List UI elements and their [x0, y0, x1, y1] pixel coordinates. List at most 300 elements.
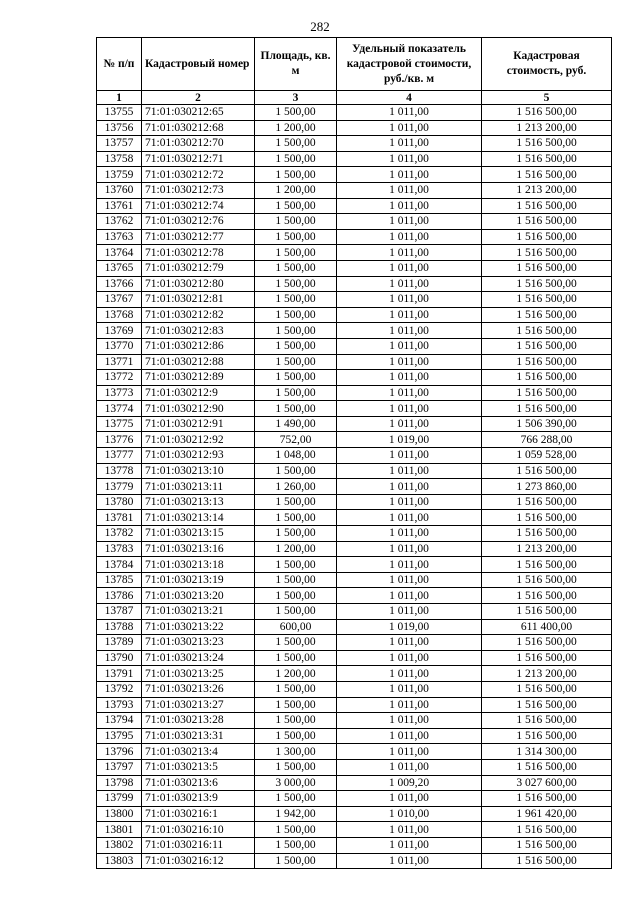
header-cadastral-number: Кадастровый номер — [142, 38, 255, 91]
table-row — [97, 245, 612, 261]
table-row — [97, 588, 612, 604]
row-number-cell: 13788 — [97, 619, 142, 635]
table-row — [97, 354, 612, 370]
unit-value-cell: 1 019,00 — [337, 619, 482, 635]
row-number-cell: 13802 — [97, 837, 142, 853]
row-number-cell: 13766 — [97, 276, 142, 292]
row-number-cell: 13770 — [97, 338, 142, 354]
unit-value-cell: 1 011,00 — [337, 822, 482, 838]
unit-value-cell: 1 011,00 — [337, 385, 482, 401]
area-value-cell: 1 500,00 — [255, 276, 337, 292]
cadastral-number-cell: 71:01:030213:10 — [142, 463, 255, 479]
row-number-cell: 13758 — [97, 151, 142, 167]
table-row — [97, 416, 612, 432]
cadastral-value-cell: 1 516 500,00 — [482, 214, 612, 230]
cadastral-number-cell: 71:01:030212:80 — [142, 276, 255, 292]
row-number-cell: 13793 — [97, 697, 142, 713]
cadastral-value-cell: 1 516 500,00 — [482, 681, 612, 697]
cadastral-number-cell: 71:01:030213:6 — [142, 775, 255, 791]
cadastral-value-cell: 1 213 200,00 — [482, 182, 612, 198]
unit-value-cell: 1 011,00 — [337, 510, 482, 526]
cadastral-value-cell: 1 516 500,00 — [482, 167, 612, 183]
table-row — [97, 541, 612, 557]
cadastral-value-cell: 1 516 500,00 — [482, 307, 612, 323]
table-row — [97, 448, 612, 464]
table-row — [97, 759, 612, 775]
cadastral-number-cell: 71:01:030212:70 — [142, 136, 255, 152]
row-number-cell: 13764 — [97, 245, 142, 261]
cadastral-value-cell: 1 516 500,00 — [482, 370, 612, 386]
cadastral-value-cell: 1 516 500,00 — [482, 354, 612, 370]
cadastral-number-cell: 71:01:030212:93 — [142, 448, 255, 464]
cadastral-number-cell: 71:01:030213:28 — [142, 713, 255, 729]
column-numbers-row — [97, 91, 612, 105]
area-value-cell: 1 500,00 — [255, 713, 337, 729]
column-number-1: 1 — [97, 91, 142, 105]
table-row — [97, 697, 612, 713]
cadastral-number-cell: 71:01:030213:19 — [142, 572, 255, 588]
unit-value-cell: 1 011,00 — [337, 837, 482, 853]
cadastral-value-cell: 1 516 500,00 — [482, 323, 612, 339]
cadastral-value-cell: 1 516 500,00 — [482, 588, 612, 604]
area-value-cell: 1 500,00 — [255, 526, 337, 542]
area-value-cell: 1 500,00 — [255, 198, 337, 214]
table-row — [97, 791, 612, 807]
area-value-cell: 1 500,00 — [255, 151, 337, 167]
cadastral-number-cell: 71:01:030213:9 — [142, 791, 255, 807]
area-value-cell: 1 500,00 — [255, 604, 337, 620]
unit-value-cell: 1 009,20 — [337, 775, 482, 791]
cadastral-number-cell: 71:01:030213:13 — [142, 494, 255, 510]
cadastral-value-cell: 1 516 500,00 — [482, 260, 612, 276]
unit-value-cell: 1 011,00 — [337, 666, 482, 682]
area-value-cell: 1 500,00 — [255, 354, 337, 370]
area-value-cell: 1 500,00 — [255, 385, 337, 401]
row-number-cell: 13800 — [97, 806, 142, 822]
row-number-cell: 13796 — [97, 744, 142, 760]
area-value-cell: 1 500,00 — [255, 105, 337, 121]
cadastral-number-cell: 71:01:030216:10 — [142, 822, 255, 838]
cadastral-number-cell: 71:01:030212:88 — [142, 354, 255, 370]
cadastral-value-cell: 1 516 500,00 — [482, 697, 612, 713]
area-value-cell: 1 260,00 — [255, 479, 337, 495]
unit-value-cell: 1 011,00 — [337, 214, 482, 230]
table-row — [97, 370, 612, 386]
unit-value-cell: 1 011,00 — [337, 198, 482, 214]
row-number-cell: 13781 — [97, 510, 142, 526]
cadastral-number-cell: 71:01:030216:11 — [142, 837, 255, 853]
unit-value-cell: 1 011,00 — [337, 526, 482, 542]
cadastral-value-cell: 1 516 500,00 — [482, 635, 612, 651]
column-number-5: 5 — [482, 91, 612, 105]
table-row — [97, 136, 612, 152]
area-value-cell: 1 500,00 — [255, 650, 337, 666]
cadastral-number-cell: 71:01:030212:86 — [142, 338, 255, 354]
cadastral-value-cell: 1 516 500,00 — [482, 198, 612, 214]
cadastral-number-cell: 71:01:030212:82 — [142, 307, 255, 323]
header-cadastral-value: Кадастровая стоимость, руб. — [482, 38, 612, 91]
unit-value-cell: 1 011,00 — [337, 728, 482, 744]
cadastral-value-cell: 611 400,00 — [482, 619, 612, 635]
cadastral-number-cell: 71:01:030212:79 — [142, 260, 255, 276]
area-value-cell: 1 500,00 — [255, 697, 337, 713]
table-row — [97, 635, 612, 651]
row-number-cell: 13780 — [97, 494, 142, 510]
cadastral-value-cell: 1 516 500,00 — [482, 728, 612, 744]
cadastral-value-cell: 3 027 600,00 — [482, 775, 612, 791]
unit-value-cell: 1 011,00 — [337, 588, 482, 604]
column-number-3: 3 — [255, 91, 337, 105]
cadastral-value-cell: 1 516 500,00 — [482, 837, 612, 853]
table-row — [97, 494, 612, 510]
unit-value-cell: 1 011,00 — [337, 744, 482, 760]
table-row — [97, 307, 612, 323]
cadastral-value-cell: 1 213 200,00 — [482, 666, 612, 682]
unit-value-cell: 1 011,00 — [337, 292, 482, 308]
table-row — [97, 806, 612, 822]
area-value-cell: 3 000,00 — [255, 775, 337, 791]
row-number-cell: 13761 — [97, 198, 142, 214]
cadastral-number-cell: 71:01:030212:77 — [142, 229, 255, 245]
row-number-cell: 13767 — [97, 292, 142, 308]
area-value-cell: 1 500,00 — [255, 292, 337, 308]
table-row — [97, 619, 612, 635]
area-value-cell: 1 500,00 — [255, 370, 337, 386]
row-number-cell: 13773 — [97, 385, 142, 401]
row-number-cell: 13755 — [97, 105, 142, 121]
table-row — [97, 432, 612, 448]
cadastral-number-cell: 71:01:030213:26 — [142, 681, 255, 697]
unit-value-cell: 1 011,00 — [337, 479, 482, 495]
cadastral-number-cell: 71:01:030213:31 — [142, 728, 255, 744]
row-number-cell: 13756 — [97, 120, 142, 136]
row-number-cell: 13784 — [97, 557, 142, 573]
cadastral-value-cell: 1 516 500,00 — [482, 463, 612, 479]
unit-value-cell: 1 010,00 — [337, 806, 482, 822]
header-area: Площадь, кв. м — [255, 38, 337, 91]
cadastral-number-cell: 71:01:030212:72 — [142, 167, 255, 183]
cadastral-number-cell: 71:01:030212:78 — [142, 245, 255, 261]
cadastral-value-cell: 1 961 420,00 — [482, 806, 612, 822]
table-row — [97, 105, 612, 121]
area-value-cell: 1 500,00 — [255, 635, 337, 651]
cadastral-number-cell: 71:01:030213:15 — [142, 526, 255, 542]
cadastral-value-cell: 1 516 500,00 — [482, 385, 612, 401]
unit-value-cell: 1 011,00 — [337, 401, 482, 417]
row-number-cell: 13760 — [97, 182, 142, 198]
cadastral-number-cell: 71:01:030213:22 — [142, 619, 255, 635]
row-number-cell: 13791 — [97, 666, 142, 682]
table-row — [97, 837, 612, 853]
table-row — [97, 463, 612, 479]
cadastral-value-cell: 1 516 500,00 — [482, 853, 612, 869]
cadastral-number-cell: 71:01:030216:12 — [142, 853, 255, 869]
table-row — [97, 526, 612, 542]
row-number-cell: 13783 — [97, 541, 142, 557]
area-value-cell: 1 300,00 — [255, 744, 337, 760]
area-value-cell: 1 500,00 — [255, 557, 337, 573]
cadastral-number-cell: 71:01:030213:11 — [142, 479, 255, 495]
cadastral-value-cell: 1 516 500,00 — [482, 822, 612, 838]
cadastral-number-cell: 71:01:030213:24 — [142, 650, 255, 666]
unit-value-cell: 1 019,00 — [337, 432, 482, 448]
unit-value-cell: 1 011,00 — [337, 572, 482, 588]
cadastral-number-cell: 71:01:030213:27 — [142, 697, 255, 713]
table-row — [97, 214, 612, 230]
unit-value-cell: 1 011,00 — [337, 463, 482, 479]
table-row — [97, 479, 612, 495]
unit-value-cell: 1 011,00 — [337, 136, 482, 152]
table-row — [97, 292, 612, 308]
row-number-cell: 13771 — [97, 354, 142, 370]
cadastral-value-cell: 1 516 500,00 — [482, 401, 612, 417]
table-body — [97, 105, 612, 869]
table-row — [97, 681, 612, 697]
cadastral-value-cell: 1 516 500,00 — [482, 604, 612, 620]
cadastral-number-cell: 71:01:030212:71 — [142, 151, 255, 167]
table-row — [97, 572, 612, 588]
row-number-cell: 13792 — [97, 681, 142, 697]
table-row — [97, 401, 612, 417]
cadastral-number-cell: 71:01:030212:76 — [142, 214, 255, 230]
table-row — [97, 666, 612, 682]
row-number-cell: 13794 — [97, 713, 142, 729]
cadastral-number-cell: 71:01:030212:9 — [142, 385, 255, 401]
row-number-cell: 13795 — [97, 728, 142, 744]
unit-value-cell: 1 011,00 — [337, 276, 482, 292]
area-value-cell: 1 500,00 — [255, 510, 337, 526]
row-number-cell: 13799 — [97, 791, 142, 807]
area-value-cell: 1 490,00 — [255, 416, 337, 432]
cadastral-number-cell: 71:01:030212:92 — [142, 432, 255, 448]
area-value-cell: 1 500,00 — [255, 307, 337, 323]
row-number-cell: 13789 — [97, 635, 142, 651]
cadastral-value-table — [96, 37, 612, 869]
table-row — [97, 604, 612, 620]
table-row — [97, 260, 612, 276]
area-value-cell: 1 500,00 — [255, 338, 337, 354]
area-value-cell: 1 500,00 — [255, 837, 337, 853]
area-value-cell: 752,00 — [255, 432, 337, 448]
cadastral-value-cell: 1 516 500,00 — [482, 151, 612, 167]
unit-value-cell: 1 011,00 — [337, 635, 482, 651]
unit-value-cell: 1 011,00 — [337, 151, 482, 167]
area-value-cell: 1 500,00 — [255, 494, 337, 510]
cadastral-value-cell: 1 516 500,00 — [482, 510, 612, 526]
cadastral-value-cell: 1 213 200,00 — [482, 541, 612, 557]
column-number-4: 4 — [337, 91, 482, 105]
unit-value-cell: 1 011,00 — [337, 105, 482, 121]
area-value-cell: 1 200,00 — [255, 541, 337, 557]
cadastral-number-cell: 71:01:030216:1 — [142, 806, 255, 822]
row-number-cell: 13782 — [97, 526, 142, 542]
table-row — [97, 276, 612, 292]
row-number-cell: 13785 — [97, 572, 142, 588]
row-number-cell: 13797 — [97, 759, 142, 775]
page-number: 282 — [310, 19, 330, 34]
row-number-cell: 13774 — [97, 401, 142, 417]
row-number-cell: 13772 — [97, 370, 142, 386]
unit-value-cell: 1 011,00 — [337, 713, 482, 729]
cadastral-number-cell: 71:01:030213:16 — [142, 541, 255, 557]
cadastral-number-cell: 71:01:030213:5 — [142, 759, 255, 775]
row-number-cell: 13757 — [97, 136, 142, 152]
cadastral-value-cell: 1 506 390,00 — [482, 416, 612, 432]
cadastral-value-cell: 1 213 200,00 — [482, 120, 612, 136]
area-value-cell: 1 500,00 — [255, 260, 337, 276]
area-value-cell: 1 500,00 — [255, 853, 337, 869]
row-number-cell: 13801 — [97, 822, 142, 838]
cadastral-number-cell: 71:01:030212:90 — [142, 401, 255, 417]
table-row — [97, 323, 612, 339]
table-row — [97, 198, 612, 214]
table-row — [97, 822, 612, 838]
cadastral-number-cell: 71:01:030213:23 — [142, 635, 255, 651]
table-row — [97, 557, 612, 573]
table-row — [97, 510, 612, 526]
area-value-cell: 1 500,00 — [255, 167, 337, 183]
unit-value-cell: 1 011,00 — [337, 229, 482, 245]
area-value-cell: 1 500,00 — [255, 588, 337, 604]
unit-value-cell: 1 011,00 — [337, 338, 482, 354]
unit-value-cell: 1 011,00 — [337, 853, 482, 869]
unit-value-cell: 1 011,00 — [337, 697, 482, 713]
cadastral-number-cell: 71:01:030212:83 — [142, 323, 255, 339]
unit-value-cell: 1 011,00 — [337, 494, 482, 510]
table-row — [97, 120, 612, 136]
cadastral-value-cell: 1 314 300,00 — [482, 744, 612, 760]
area-value-cell: 1 200,00 — [255, 120, 337, 136]
cadastral-number-cell: 71:01:030212:89 — [142, 370, 255, 386]
row-number-cell: 13777 — [97, 448, 142, 464]
unit-value-cell: 1 011,00 — [337, 557, 482, 573]
table-row — [97, 229, 612, 245]
table-row — [97, 167, 612, 183]
row-number-cell: 13776 — [97, 432, 142, 448]
cadastral-value-cell: 1 516 500,00 — [482, 245, 612, 261]
unit-value-cell: 1 011,00 — [337, 650, 482, 666]
area-value-cell: 1 500,00 — [255, 136, 337, 152]
table-row — [97, 182, 612, 198]
area-value-cell: 1 200,00 — [255, 182, 337, 198]
unit-value-cell: 1 011,00 — [337, 370, 482, 386]
cadastral-number-cell: 71:01:030212:74 — [142, 198, 255, 214]
area-value-cell: 1 500,00 — [255, 229, 337, 245]
table-row — [97, 775, 612, 791]
unit-value-cell: 1 011,00 — [337, 323, 482, 339]
cadastral-value-cell: 1 059 528,00 — [482, 448, 612, 464]
cadastral-value-cell: 1 273 860,00 — [482, 479, 612, 495]
table-row — [97, 744, 612, 760]
unit-value-cell: 1 011,00 — [337, 167, 482, 183]
unit-value-cell: 1 011,00 — [337, 681, 482, 697]
row-number-cell: 13790 — [97, 650, 142, 666]
unit-value-cell: 1 011,00 — [337, 416, 482, 432]
row-number-cell: 13768 — [97, 307, 142, 323]
unit-value-cell: 1 011,00 — [337, 182, 482, 198]
cadastral-number-cell: 71:01:030212:65 — [142, 105, 255, 121]
unit-value-cell: 1 011,00 — [337, 448, 482, 464]
row-number-cell: 13786 — [97, 588, 142, 604]
unit-value-cell: 1 011,00 — [337, 307, 482, 323]
cadastral-number-cell: 71:01:030212:91 — [142, 416, 255, 432]
unit-value-cell: 1 011,00 — [337, 604, 482, 620]
cadastral-value-cell: 1 516 500,00 — [482, 276, 612, 292]
cadastral-number-cell: 71:01:030213:18 — [142, 557, 255, 573]
cadastral-number-cell: 71:01:030213:4 — [142, 744, 255, 760]
cadastral-number-cell: 71:01:030213:14 — [142, 510, 255, 526]
table-row — [97, 151, 612, 167]
header-unit-value: Удельный показатель кадастровой стоимости, руб./кв. м — [337, 38, 482, 91]
area-value-cell: 1 500,00 — [255, 463, 337, 479]
area-value-cell: 1 500,00 — [255, 759, 337, 775]
cadastral-number-cell: 71:01:030212:68 — [142, 120, 255, 136]
table-row — [97, 853, 612, 869]
area-value-cell: 1 500,00 — [255, 323, 337, 339]
header-number: № п/п — [97, 38, 142, 91]
area-value-cell: 1 500,00 — [255, 401, 337, 417]
cadastral-value-cell: 1 516 500,00 — [482, 526, 612, 542]
unit-value-cell: 1 011,00 — [337, 541, 482, 557]
header-row — [97, 38, 612, 91]
row-number-cell: 13759 — [97, 167, 142, 183]
table-row — [97, 338, 612, 354]
cadastral-value-cell: 1 516 500,00 — [482, 572, 612, 588]
unit-value-cell: 1 011,00 — [337, 354, 482, 370]
row-number-cell: 13769 — [97, 323, 142, 339]
cadastral-value-cell: 1 516 500,00 — [482, 713, 612, 729]
cadastral-value-cell: 1 516 500,00 — [482, 791, 612, 807]
column-number-2: 2 — [142, 91, 255, 105]
cadastral-value-cell: 1 516 500,00 — [482, 494, 612, 510]
unit-value-cell: 1 011,00 — [337, 759, 482, 775]
row-number-cell: 13778 — [97, 463, 142, 479]
table-row — [97, 385, 612, 401]
row-number-cell: 13765 — [97, 260, 142, 276]
area-value-cell: 1 500,00 — [255, 681, 337, 697]
unit-value-cell: 1 011,00 — [337, 245, 482, 261]
row-number-cell: 13762 — [97, 214, 142, 230]
cadastral-value-cell: 1 516 500,00 — [482, 338, 612, 354]
cadastral-number-cell: 71:01:030213:25 — [142, 666, 255, 682]
area-value-cell: 1 500,00 — [255, 572, 337, 588]
row-number-cell: 13775 — [97, 416, 142, 432]
area-value-cell: 1 942,00 — [255, 806, 337, 822]
cadastral-value-cell: 1 516 500,00 — [482, 557, 612, 573]
cadastral-value-cell: 1 516 500,00 — [482, 229, 612, 245]
table-row — [97, 650, 612, 666]
unit-value-cell: 1 011,00 — [337, 791, 482, 807]
row-number-cell: 13798 — [97, 775, 142, 791]
table-row — [97, 713, 612, 729]
cadastral-number-cell: 71:01:030212:73 — [142, 182, 255, 198]
cadastral-value-cell: 766 288,00 — [482, 432, 612, 448]
row-number-cell: 13803 — [97, 853, 142, 869]
table-row — [97, 728, 612, 744]
area-value-cell: 1 500,00 — [255, 822, 337, 838]
area-value-cell: 1 048,00 — [255, 448, 337, 464]
cadastral-number-cell: 71:01:030212:81 — [142, 292, 255, 308]
area-value-cell: 1 500,00 — [255, 245, 337, 261]
cadastral-value-cell: 1 516 500,00 — [482, 136, 612, 152]
cadastral-value-cell: 1 516 500,00 — [482, 105, 612, 121]
area-value-cell: 1 200,00 — [255, 666, 337, 682]
area-value-cell: 1 500,00 — [255, 214, 337, 230]
area-value-cell: 1 500,00 — [255, 728, 337, 744]
cadastral-number-cell: 71:01:030213:20 — [142, 588, 255, 604]
row-number-cell: 13779 — [97, 479, 142, 495]
cadastral-value-cell: 1 516 500,00 — [482, 650, 612, 666]
